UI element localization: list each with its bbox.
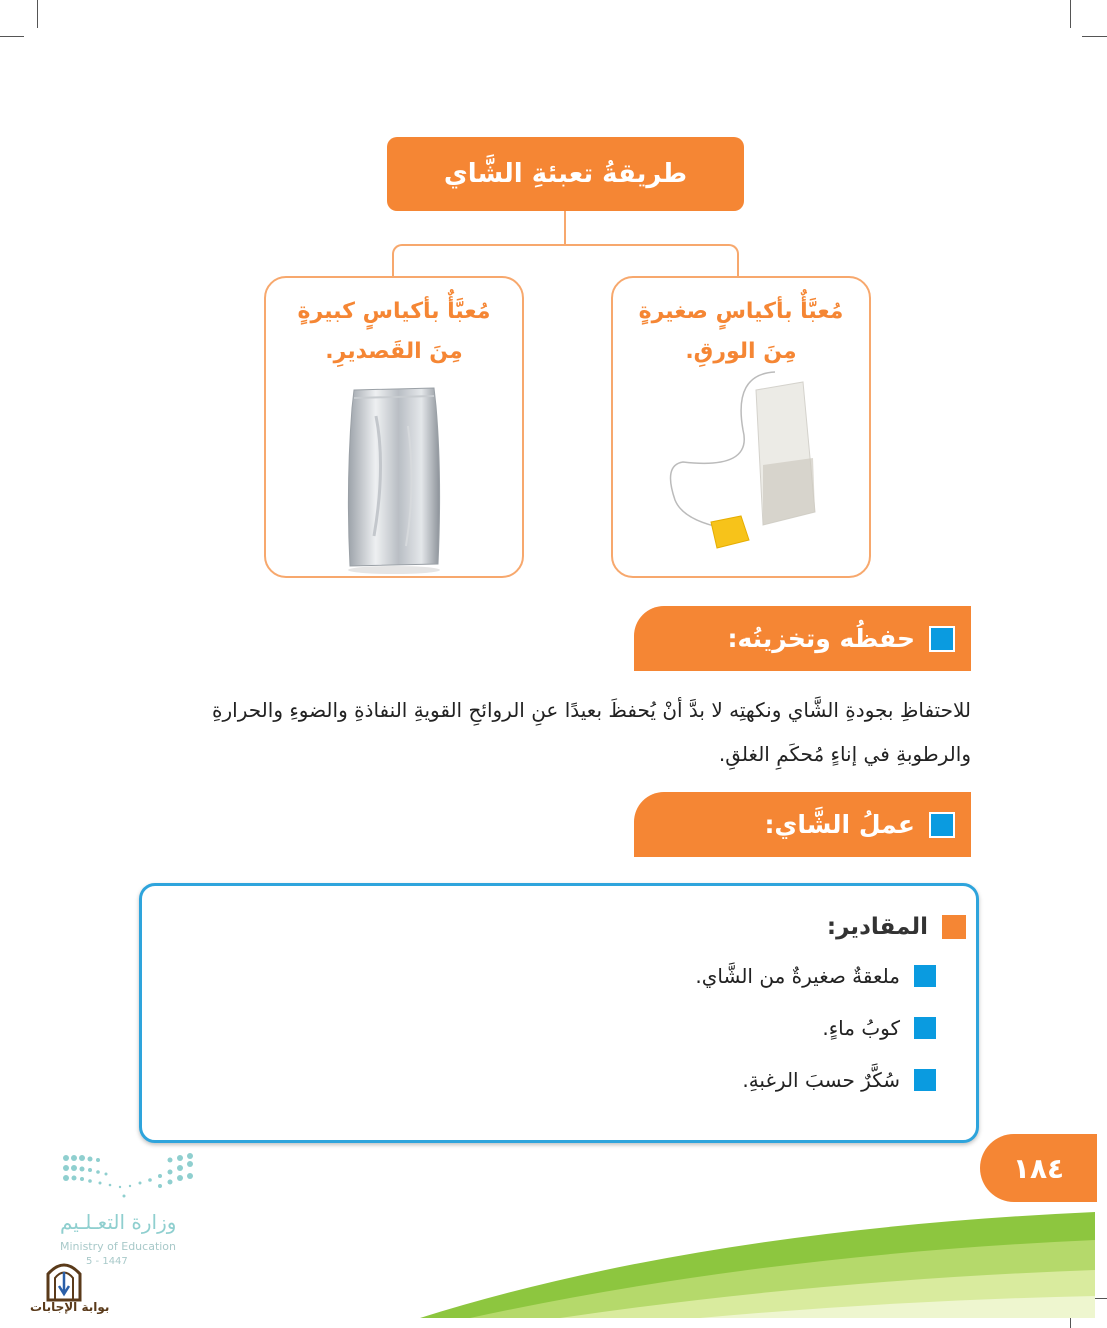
crop-mark <box>1070 0 1071 28</box>
bullet-square-icon <box>914 965 936 987</box>
heading-square-icon <box>929 626 955 652</box>
bullet-square-icon <box>914 1017 936 1039</box>
storage-heading <box>634 606 971 671</box>
foil-bag-card <box>264 276 524 578</box>
diagram-title: طريقةُ تعبئةِ الشَّاي <box>387 137 744 211</box>
storage-paragraph: للاحتفاظِ بجودةِ الشَّاي ونكهتِه لا بدَّ أنْ يُحفظَ بعيدًا عنِ الروائحِ القويةِ النفاذةِ والضوءِ والحرارةِ والرطوبةِ في إناءٍ مُحكَمِ الغلقِ. <box>212 698 971 766</box>
ingredient-item <box>695 964 936 988</box>
ingredient-text: كوبُ ماءٍ. <box>822 1016 900 1040</box>
card-label <box>266 292 522 372</box>
connector-line <box>392 244 739 278</box>
heading-text: عملُ الشَّاي: <box>764 810 915 839</box>
ministry-year: 5 - 1447 <box>86 1256 128 1267</box>
connector-line <box>564 211 566 244</box>
card-label-line: مُعبَّأٌ بأكياسٍ صغيرةٍ <box>638 299 844 324</box>
ministry-name-en: Ministry of Education <box>60 1240 177 1253</box>
heading-square-icon <box>929 812 955 838</box>
portal-logo-icon <box>42 1256 86 1302</box>
card-label-line: مِنَ الورقِ. <box>685 339 797 364</box>
foil-bag-image <box>346 386 442 576</box>
making-tea-heading <box>634 792 971 857</box>
ingredients-box <box>139 883 979 1143</box>
ingredient-text: سُكَّرٌ حسبَ الرغبةِ. <box>742 1068 900 1092</box>
ingredient-item <box>742 1068 936 1092</box>
orange-square-icon <box>942 915 966 939</box>
card-label <box>613 292 869 372</box>
portal-name: بوابة الإجابات <box>30 1300 110 1314</box>
ingredient-text: ملعقةٌ صغيرةٌ من الشَّاي. <box>695 964 900 988</box>
card-label-line: مِنَ القَصديرِ. <box>325 339 463 364</box>
crop-mark <box>1082 36 1107 37</box>
paper-bag-card <box>611 276 871 578</box>
ingredients-title-text: المقادير: <box>826 914 928 940</box>
card-label-line: مُعبَّأٌ بأكياسٍ كبيرةٍ <box>297 299 491 324</box>
ingredient-item <box>822 1016 936 1040</box>
ministry-logo <box>58 1150 203 1210</box>
tea-bag-image <box>663 370 823 570</box>
ingredients-title <box>827 914 966 940</box>
page-number: ١٨٤ <box>980 1134 1097 1202</box>
heading-text: حفظُه وتخزينُه: <box>727 624 915 653</box>
crop-mark <box>0 36 24 37</box>
bullet-square-icon <box>914 1069 936 1091</box>
ministry-name-ar: وزارة التعـلـيم <box>60 1210 177 1234</box>
crop-mark <box>37 0 38 28</box>
